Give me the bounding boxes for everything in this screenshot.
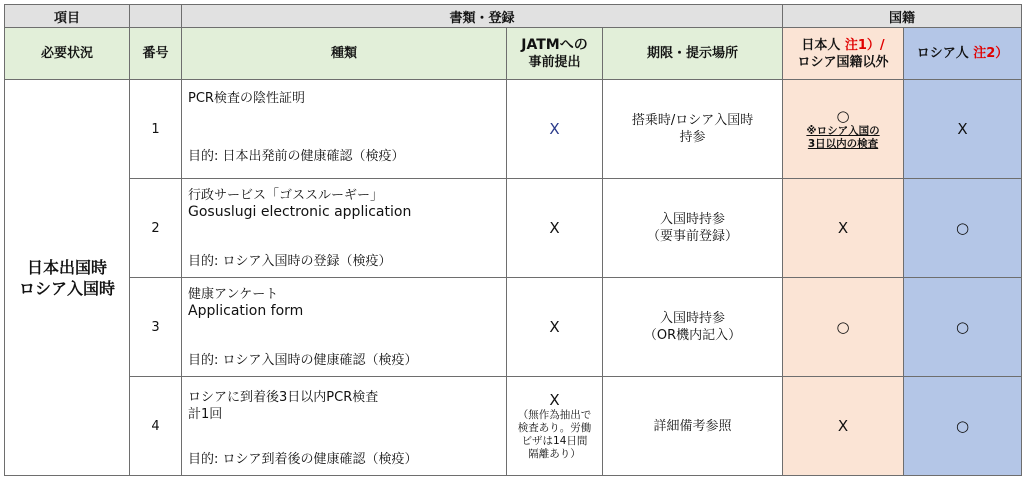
row-purpose: 目的: 日本出発前の健康確認（検疫） [188,149,405,164]
situation-line1: 日本出国時 [26,257,107,277]
row-title: PCR検査の陰性証明 [188,91,305,106]
row-russian: ○ [904,278,1022,377]
row-title-line2: 計1回 [188,407,223,422]
row-japanese: X [783,377,904,476]
table-row [5,80,1022,179]
row-deadline-line2: （OR機内記入） [643,328,742,343]
situation-line2: ロシア入国時 [18,278,115,298]
row-kind [182,179,507,278]
row-jatm: X [507,80,603,179]
row-title-line1: ロシアに到着後3日以内PCR検査 [188,390,379,405]
row-title-line2: Application form [188,303,304,319]
row-title-line1: 行政サービス「ゴススルーギー」 [188,188,384,203]
row-deadline-line1: 入国時持参 [660,311,726,326]
table-row [5,179,1022,278]
row-japanese-mark: ○ [836,107,850,125]
subheader-russian-note: 注2） [973,46,1009,61]
row-kind [182,278,507,377]
row-russian: ○ [904,377,1022,476]
row-deadline [603,80,783,179]
row-purpose: 目的: ロシア入国時の登録（検疫） [188,254,392,269]
row-deadline-line2: （要事前登録） [647,229,739,244]
row-japanese-note-line2: 3日以内の検査 [807,138,879,150]
subheader-jatm [507,28,603,80]
subheader-japanese-line2: ロシア国籍以外 [797,54,889,70]
row-russian: ○ [904,179,1022,278]
header-blank [130,5,182,28]
row-japanese: ○ [783,278,904,377]
row-japanese [783,80,904,179]
table-row [5,278,1022,377]
requirements-table [4,4,1022,476]
table-row [5,377,1022,476]
row-deadline [603,179,783,278]
subheader-jatm-line2: 事前提出 [528,54,581,70]
row-jatm-note-line2: 検査あり。労働 [517,421,592,434]
row-title [188,389,378,423]
row-jatm-note-line3: ビザは14日間 [521,434,588,447]
row-deadline [603,377,783,476]
situation-cell [5,80,130,476]
row-deadline-line1: 搭乗時/ロシア入国時 [631,113,754,128]
row-title [188,187,411,221]
row-number: 2 [130,179,182,278]
subheader-russian-label: ロシア人 [916,46,974,61]
row-purpose: 目的: ロシア到着後の健康確認（検疫） [188,452,418,467]
row-japanese-note-line1: ※ロシア入国の [806,125,880,137]
row-number: 1 [130,80,182,179]
subheader-kind: 種類 [182,28,507,80]
row-deadline [603,278,783,377]
row-jatm [507,377,603,476]
row-title [188,286,303,320]
row-title-line2: Gosuslugi electronic application [188,204,412,220]
subheader-japanese-note: 注1）/ [844,37,885,53]
header-documents: 書類・登録 [182,5,783,28]
subheader-jatm-line1: JATMへの [521,36,588,53]
row-deadline-line2: 持参 [679,130,706,145]
row-kind [182,80,507,179]
subheader-japanese-label: 日本人 [801,37,845,53]
row-jatm: X [507,278,603,377]
header-item: 項目 [5,5,130,28]
row-kind [182,377,507,476]
subheader-deadline: 期限・提示場所 [603,28,783,80]
row-number: 4 [130,377,182,476]
subheader-japanese [783,28,904,80]
subheader-number: 番号 [130,28,182,80]
header-nationality: 国籍 [783,5,1022,28]
row-russian: X [904,80,1022,179]
row-jatm-mark: X [549,390,560,409]
row-deadline-line1: 入国時持参 [660,212,726,227]
subheader-situation: 必要状況 [5,28,130,80]
row-jatm-note-line1: （無作為抽出で [517,408,592,421]
row-jatm-note-line4: 隔離あり） [528,447,581,460]
row-title-line1: 健康アンケート [188,287,279,302]
row-deadline-line1: 詳細備考参照 [653,418,732,434]
row-purpose: 目的: ロシア入国時の健康確認（検疫） [188,353,418,368]
row-jatm: X [507,179,603,278]
row-japanese: X [783,179,904,278]
subheader-russian [904,28,1022,80]
row-number: 3 [130,278,182,377]
